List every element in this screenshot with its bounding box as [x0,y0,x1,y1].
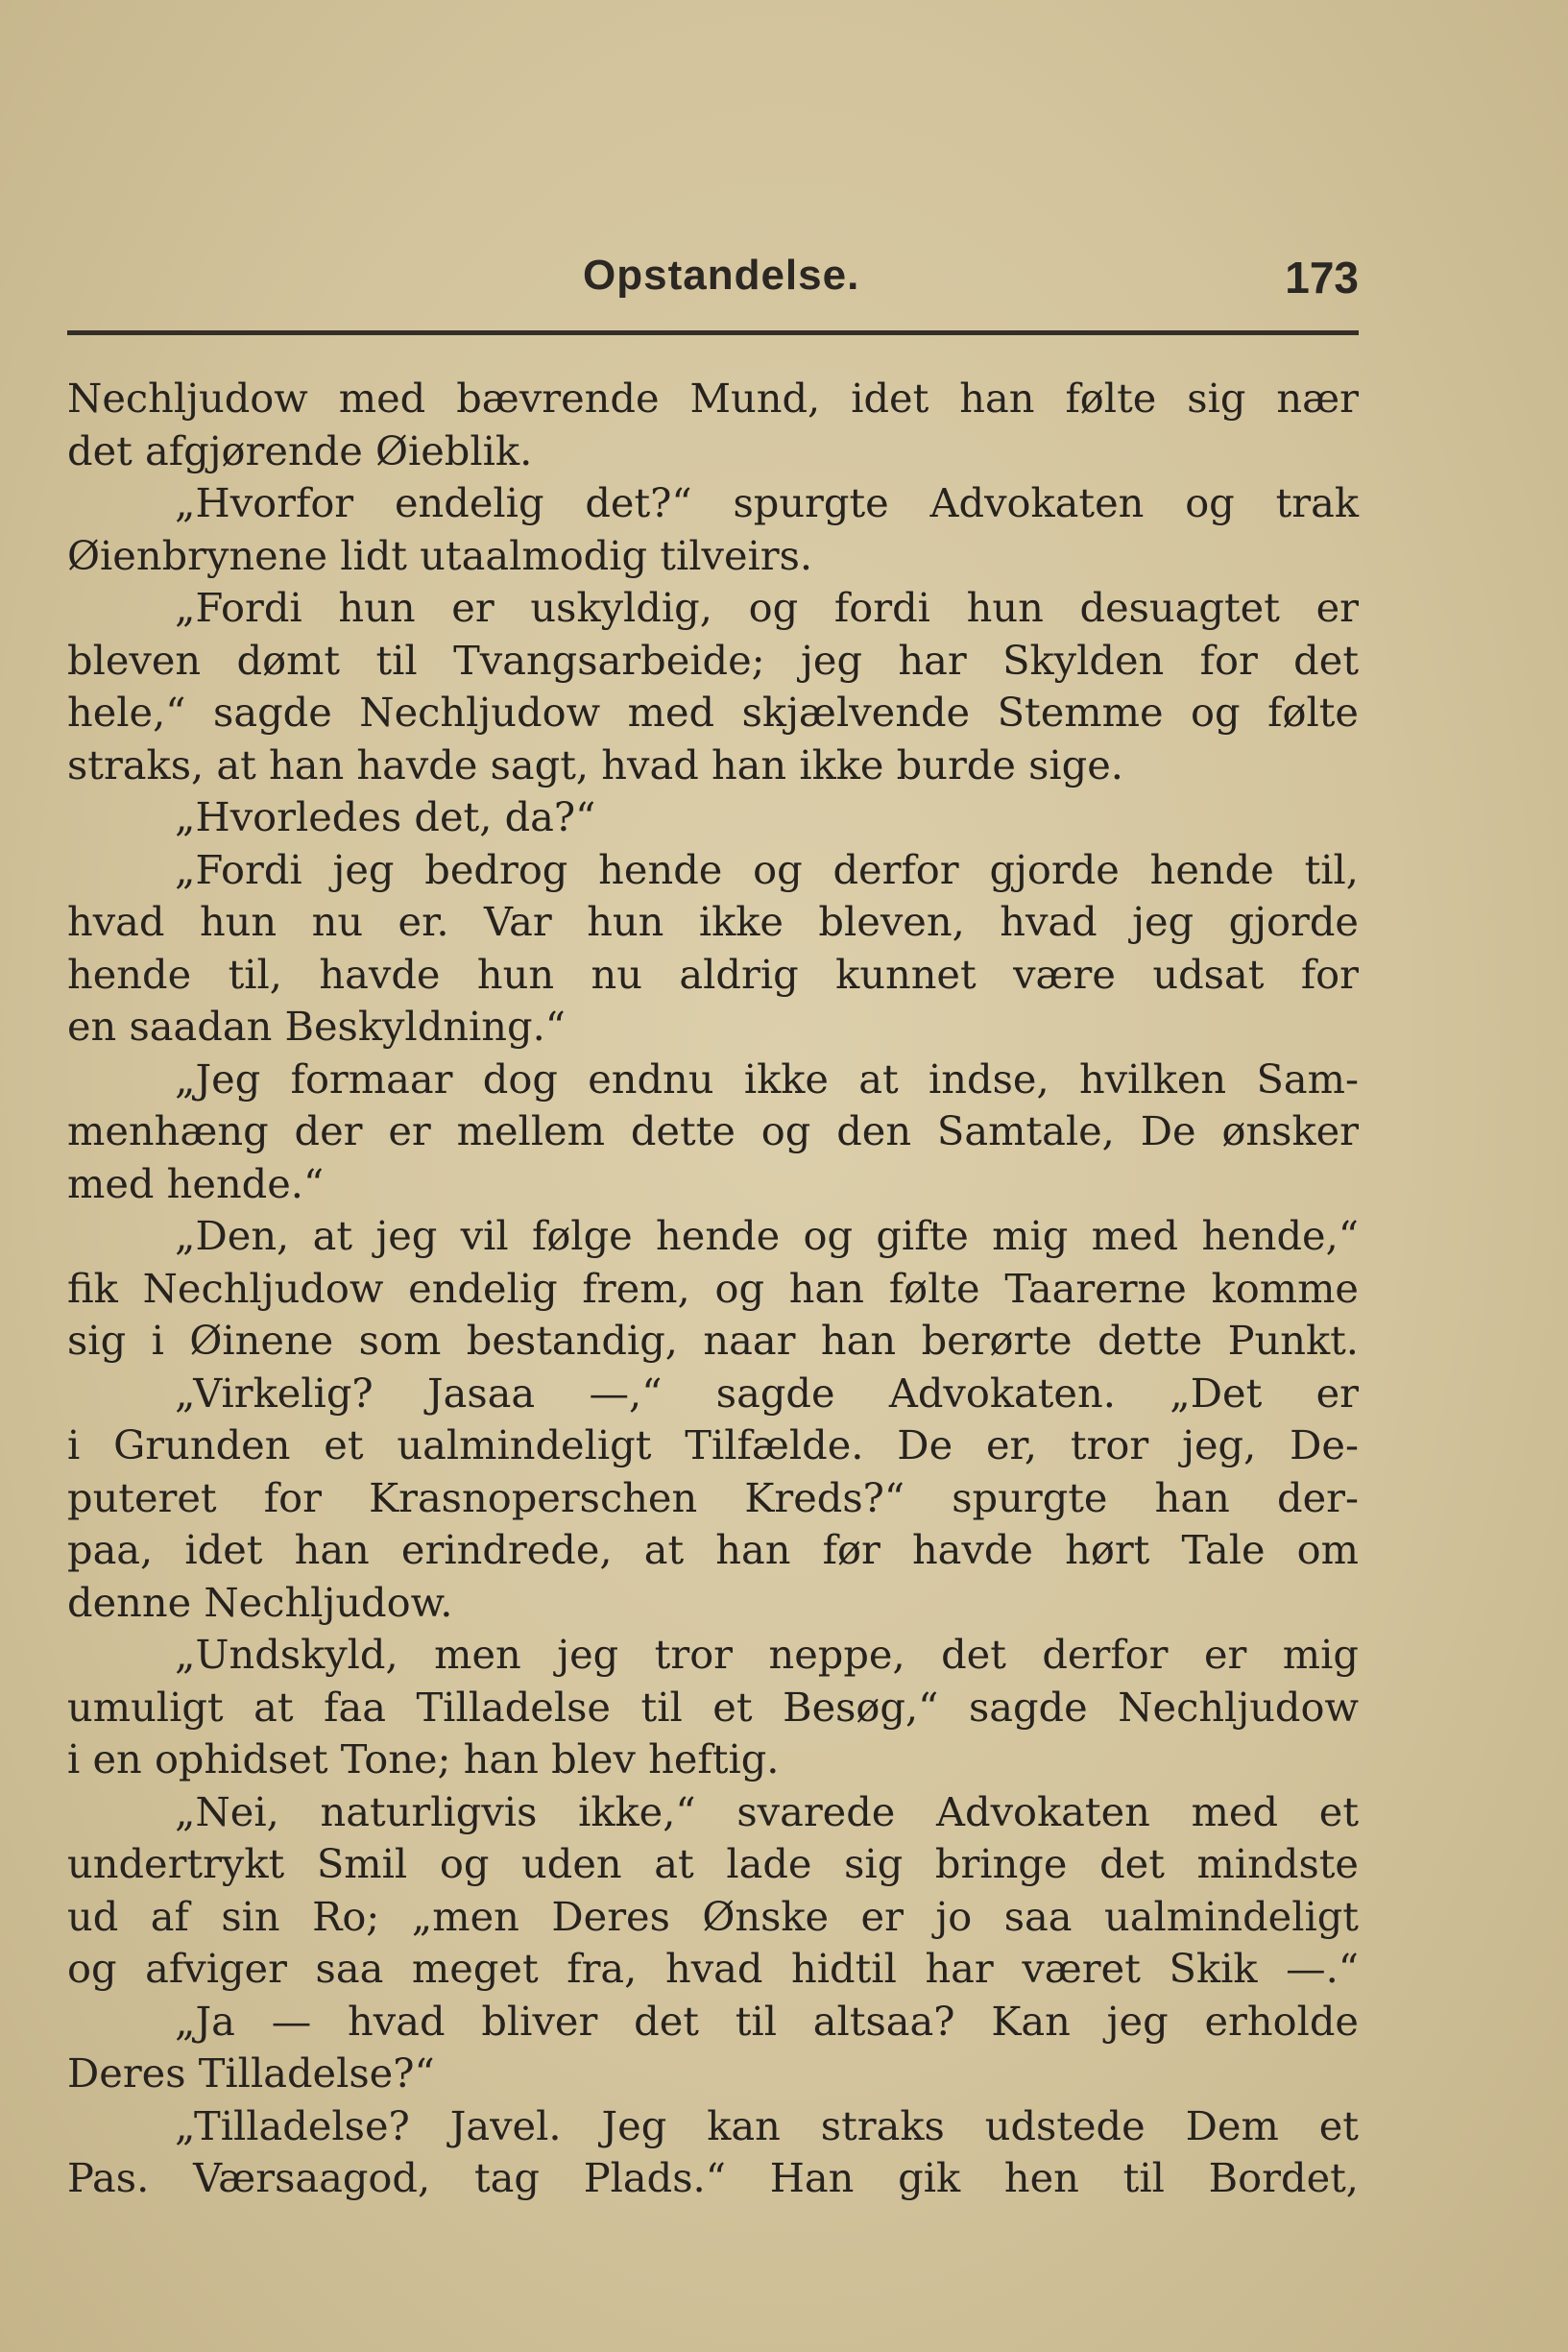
text-line: hele,“ sagde Nechljudow med skjælvende Stemme og følte [67,689,1359,736]
header-rule [67,330,1359,335]
text-line: „Tilladelse? Javel. Jeg kan straks udstede Dem et [175,2101,1359,2149]
page-header [67,252,1359,319]
text-line: umuligt at faa Tilladelse til et Besøg,“ sagde Nechljudow [67,1683,1359,1731]
text-line: sig i Øinene som bestandig, naar han berørte dette Punkt. [67,1317,1359,1364]
text-line: straks, at han havde sagt, hvad han ikke burde sige. [67,740,1123,788]
text-line: med hende.“ [67,1159,325,1207]
text-line: en saadan Beskyldning.“ [67,1003,566,1050]
text-line: „Jeg formaar dog endnu ikke at indse, hvilken Sam- [175,1055,1359,1103]
text-line: „Undskyld, men jeg tror neppe, det derfor er mig [175,1631,1359,1678]
text-line: ud af sin Ro; „men Deres Ønske er jo saa ualmindeligt [67,1892,1359,1940]
page-number: 173 [1285,253,1359,303]
text-line: i en ophidset Tone; han blev heftig. [67,1735,780,1782]
text-line: og afviger saa meget fra, hvad hidtil har været Skik —.“ [67,1945,1359,1992]
text-line: denne Nechljudow. [67,1578,453,1626]
text-line: Pas. Værsaagod, tag Plads.“ Han gik hen til Bordet, [67,2154,1359,2201]
text-line: „Fordi jeg bedrog hende og derfor gjorde hende til, [175,845,1359,893]
text-line: Øienbrynene lidt utaalmodig tilveirs. [67,531,813,579]
text-line: menhæng der er mellem dette og den Samtale, De ønsker [67,1107,1359,1154]
text-line: undertrykt Smil og uden at lade sig bringe det mindste [67,1840,1359,1887]
text-line: „Virkelig? Jasaa —,“ sagde Advokaten. „Det er [175,1369,1359,1417]
body-text [67,373,1359,2205]
text-line: „Ja — hvad bliver det til altsaa? Kan jeg erholde [175,1997,1359,2045]
text-line: „Hvorfor endelig det?“ spurgte Advokaten og trak [175,479,1359,526]
text-line: Deres Tilladelse?“ [67,2049,435,2097]
text-line: „Nei, naturligvis ikke,“ svarede Advokaten med et [175,1787,1359,1835]
text-line: hvad hun nu er. Var hun ikke bleven, hvad jeg gjorde [67,898,1359,945]
text-line: „Fordi hun er uskyldig, og fordi hun desuagtet er [175,584,1359,631]
text-line: det afgjørende Øieblik. [67,426,533,474]
text-line: i Grunden et ualmindeligt Tilfælde. De er, tror jeg, De- [67,1421,1359,1468]
text-line: „Hvorledes det, da?“ [175,793,596,840]
text-line: bleven dømt til Tvangsarbeide; jeg har Skylden for det [67,636,1359,684]
running-title: Opstandelse. [583,252,860,299]
text-line: „Den, at jeg vil følge hende og gifte mig med hende,“ [175,1212,1359,1259]
text-line: hende til, havde hun nu aldrig kunnet være udsat for [67,950,1359,998]
text-line: Nechljudow med bævrende Mund, idet han følte sig nær [67,375,1359,422]
text-line: paa, idet han erindrede, at han før havde hørt Tale om [67,1526,1359,1573]
text-line: fik Nechljudow endelig frem, og han følte Taarerne komme [67,1264,1359,1312]
text-line: puteret for Krasnoperschen Kreds?“ spurgte han der- [67,1473,1359,1521]
